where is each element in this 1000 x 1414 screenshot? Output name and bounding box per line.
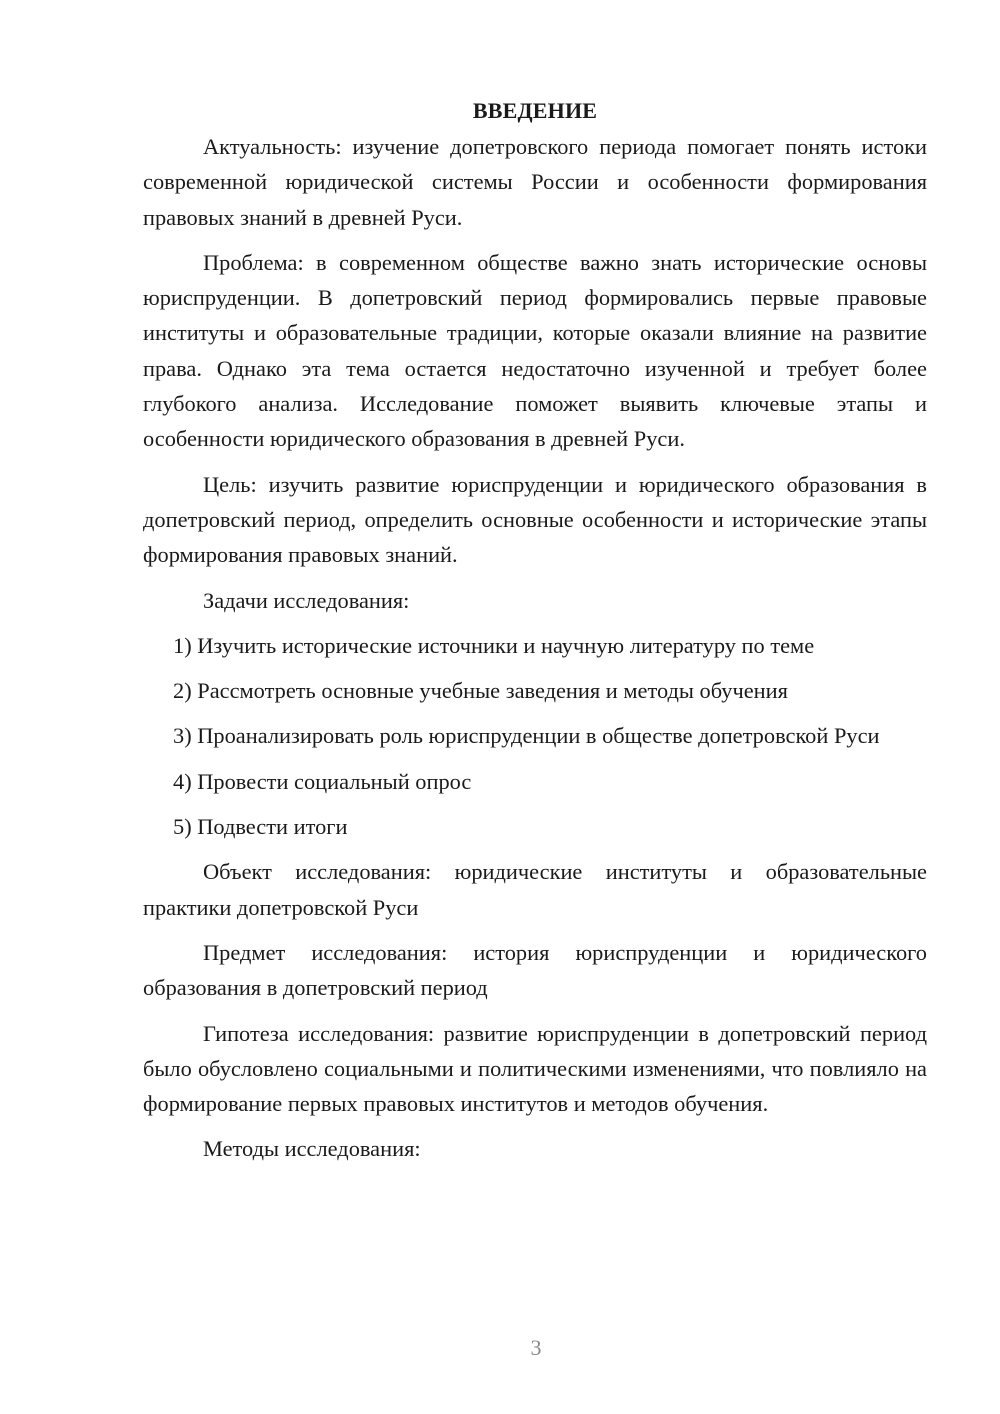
paragraph-object: Объект исследования: юридические институты и образовательные практики допетровской Руси bbox=[143, 859, 927, 920]
paragraph-goal: Цель: изучить развитие юриспруденции и юридического образования в допетровский период, определить основные особенности и исторические этапы формирования правовых знаний. bbox=[143, 471, 927, 568]
task-item-5: 5) Подвести итоги bbox=[173, 814, 348, 840]
task-item-4: 4) Провести социальный опрос bbox=[173, 768, 472, 794]
paragraph-subject: Предмет исследования: история юриспруденции и юридического образования в допетровский период bbox=[143, 939, 927, 1001]
document-page bbox=[143, 94, 927, 1177]
section-title: ВВЕДЕНИЕ bbox=[472, 98, 598, 123]
task-item-1: 1) Изучить исторические источники и научную литературу по теме bbox=[173, 632, 815, 658]
task-item-2: 2) Рассмотреть основные учебные заведения и методы обучения bbox=[173, 678, 788, 704]
page-number: 3 bbox=[530, 1335, 542, 1360]
tasks-heading: Задачи исследования: bbox=[203, 587, 410, 613]
paragraph-problem: Проблема: в современном обществе важно знать исторические основы юриспруденции. В допетровский период формировались первые правовые институты и образовательные традиции, которые оказали влияние на развитие права. Однако эта тема остается недостаточно изученной и требует более глубокого анализа. Исследование поможет выявить ключевые этапы и особенности юридического образования в древней Руси. bbox=[143, 249, 927, 452]
paragraph-relevance: Актуальность: изучение допетровского периода помогает понять истоки современной юридической системы России и особенности формирования правовых знаний в древней Руси. bbox=[143, 134, 927, 230]
methods-heading: Методы исследования: bbox=[203, 1136, 421, 1162]
paragraph-hypothesis: Гипотеза исследования: развитие юриспруденции в допетровский период было обусловлено социальными и политическими изменениями, что повлияло на формирование первых правовых институтов и методов обучения. bbox=[143, 1020, 927, 1117]
task-item-3: 3) Проанализировать роль юриспруденции в обществе допетровской Руси bbox=[173, 723, 880, 749]
